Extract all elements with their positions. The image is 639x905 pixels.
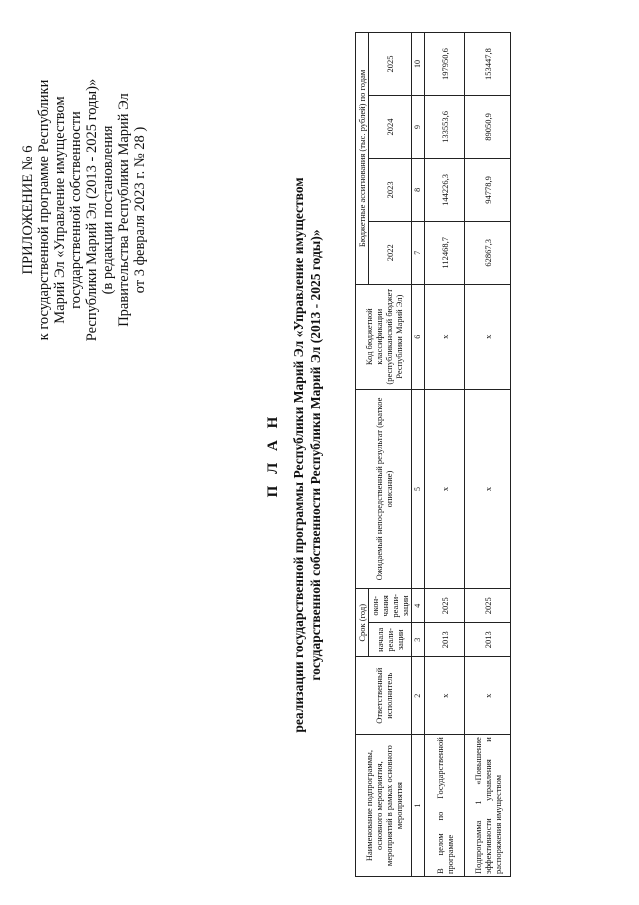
appendix-line: (в редакции постановления [100, 125, 116, 295]
header-name: Наименование подпрограммы, основного мероприятия, мероприятий в рамках основного мероприятия [356, 735, 412, 877]
row-value-2025: 197950,6 [425, 33, 465, 96]
col-number: 3 [412, 623, 425, 657]
appendix-line: Марий Эл «Управление имуществом [52, 96, 68, 324]
plan-title-line: реализации государственной программы Республики Марий Эл «Управление имуществом [291, 177, 306, 733]
col-number: 4 [412, 589, 425, 623]
row-code: х [425, 284, 465, 389]
row-start: 2013 [465, 623, 511, 657]
row-value-2024: 133553,6 [425, 95, 465, 158]
col-number: 8 [412, 158, 425, 221]
row-end: 2025 [465, 589, 511, 623]
col-number: 6 [412, 284, 425, 389]
col-number: 10 [412, 33, 425, 96]
header-term-end: окон-чания реали-зации [369, 589, 412, 623]
header-result: Ожидаемый непосредственный результат (краткое описание) [356, 389, 412, 589]
row-start: 2013 [425, 623, 465, 657]
row-value-2022: 62867,3 [465, 221, 511, 284]
row-value-2024: 89050,9 [465, 95, 511, 158]
table-row [425, 33, 465, 877]
row-value-2023: 144226,3 [425, 158, 465, 221]
col-number: 2 [412, 657, 425, 735]
appendix-block [20, 45, 148, 375]
plan-title-line: государственной собственности Республики Марий Эл (2013 - 2025 годы)» [308, 229, 323, 681]
appendix-line: Правительства Республики Марий Эл [116, 93, 132, 327]
row-value-2022: 112468,7 [425, 221, 465, 284]
row-name: В целом по Государственной программе [425, 735, 465, 877]
col-number: 1 [412, 735, 425, 877]
col-number: 7 [412, 221, 425, 284]
row-value-2023: 94778,9 [465, 158, 511, 221]
row-result: х [465, 389, 511, 589]
row-end: 2025 [425, 589, 465, 623]
appendix-line: ПРИЛОЖЕНИЕ № 6 [20, 145, 36, 275]
plan-title [290, 45, 324, 865]
row-code: х [465, 284, 511, 389]
header-term: Срок (год) [356, 589, 369, 657]
header-year-2025: 2025 [369, 33, 412, 96]
header-budget: Бюджетные ассигнования (тыс. рублей) по годам [356, 33, 369, 285]
row-value-2025: 153447,8 [465, 33, 511, 96]
column-number-row [412, 33, 425, 877]
row-executor: х [465, 657, 511, 735]
header-year-2022: 2022 [369, 221, 412, 284]
header-executor: Ответственный исполнитель [356, 657, 412, 735]
col-number: 5 [412, 389, 425, 589]
header-year-2023: 2023 [369, 158, 412, 221]
row-executor: х [425, 657, 465, 735]
appendix-line: Республики Марий Эл (2013 - 2025 годы)» [84, 78, 100, 342]
header-term-start: начала реали-зации [369, 623, 412, 657]
plan-heading: П Л А Н [265, 412, 281, 498]
appendix-line: от 3 февраля 2023 г. № 28 ) [132, 126, 148, 294]
appendix-line: к государственной программе Республики [36, 79, 52, 341]
row-result: х [425, 389, 465, 589]
appendix-line: государственной собственности [68, 111, 84, 309]
col-number: 9 [412, 95, 425, 158]
header-year-2024: 2024 [369, 95, 412, 158]
row-name: Подпрограмма 1 «Повышение эффективности управления и распоряжения имуществом [465, 735, 511, 877]
table-row [465, 33, 511, 877]
plan-table [355, 32, 511, 877]
header-code: Код бюджетной классификации (республиканский бюджет Республики Марий Эл) [356, 284, 412, 389]
